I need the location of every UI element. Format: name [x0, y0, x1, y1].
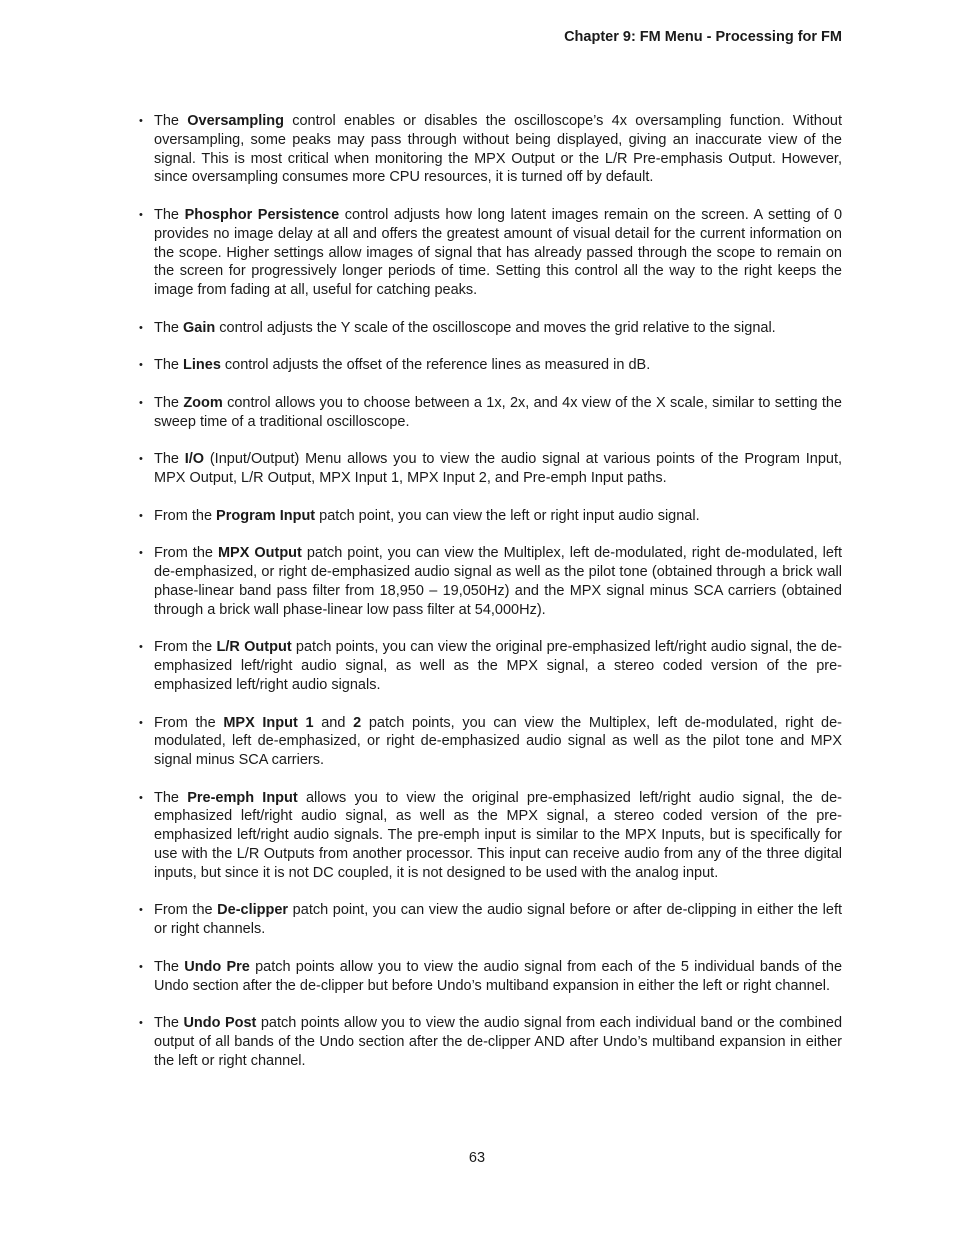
- item-prefix: From the: [154, 639, 217, 656]
- item-text: patch point, you can view the left or right input audio signal.: [315, 507, 700, 524]
- item-text: control allows you to choose between a 1x, 2x, and 4x view of the X scale, similar to setting the sweep time of a traditional oscilloscope.: [154, 394, 842, 430]
- item-text: patch points, you can view the Multiplex, left de-modulated, right de-modulated, left de-emphasized, or right de-emphasized audio signal as well as the pilot tone and MPX signal minus SCA carriers.: [154, 714, 842, 769]
- oscilloscope-controls-list: [138, 112, 842, 1089]
- item-term: MPX Input 1: [223, 714, 314, 731]
- item-term: Undo Pre: [184, 958, 250, 975]
- chapter-header: Chapter 9: FM Menu - Processing for FM: [564, 29, 842, 45]
- list-item: [138, 789, 842, 883]
- list-item: [138, 714, 842, 770]
- list-item: [138, 507, 842, 526]
- list-item: [138, 206, 842, 300]
- item-term: Lines: [183, 357, 221, 374]
- item-prefix: The: [154, 357, 184, 374]
- item-text: patch points allow you to view the audio signal from each of the 5 individual bands of the Undo section after the de-clipper but before Undo’s multiband expansion in either the left or right channel.: [154, 958, 843, 994]
- bullet-icon: •: [139, 716, 143, 729]
- item-term: MPX Output: [217, 545, 302, 562]
- list-item: [138, 638, 842, 694]
- list-item: [138, 112, 842, 187]
- item-prefix: The: [154, 958, 185, 975]
- item-term: Oversampling: [187, 113, 284, 129]
- item-term: De-clipper: [217, 902, 289, 919]
- item-text: control adjusts the offset of the reference lines as measured in dB.: [220, 357, 651, 374]
- item-term: I/O: [184, 451, 205, 468]
- list-item: [138, 450, 842, 488]
- bullet-icon: •: [139, 547, 143, 560]
- item-term: Pre-emph Input: [187, 789, 298, 806]
- bullet-icon: •: [139, 115, 143, 127]
- item-prefix: The: [154, 789, 188, 806]
- list-item: [138, 544, 842, 619]
- item-text: control adjusts the Y scale of the oscilloscope and moves the grid relative to the signal.: [215, 319, 776, 336]
- item-text: (Input/Output) Menu allows you to view the audio signal at various points of the Program Input, MPX Output, L/R Output, MPX Input 1, MPX Input 2, and Pre-emph Input paths.: [154, 451, 842, 487]
- list-item: [138, 1014, 842, 1070]
- item-prefix: The: [154, 206, 185, 223]
- item-prefix: From the: [154, 545, 218, 562]
- item-term-2: 2: [353, 714, 362, 731]
- list-item: [138, 319, 842, 338]
- bullet-icon: •: [139, 359, 143, 372]
- item-term: L/R Output: [216, 639, 292, 656]
- item-text: patch point, you can view the audio signal before or after de-clipping in either the left or right channels.: [154, 902, 842, 938]
- page-number: 63: [468, 1150, 486, 1166]
- list-item: [138, 394, 842, 432]
- bullet-icon: •: [139, 1017, 143, 1030]
- bullet-icon: •: [139, 509, 143, 522]
- item-prefix: The: [154, 451, 185, 468]
- bullet-icon: •: [139, 321, 143, 334]
- item-term: Undo Post: [183, 1015, 257, 1032]
- item-term: Program Input: [216, 507, 316, 524]
- bullet-icon: •: [139, 453, 143, 466]
- item-prefix: From the: [154, 902, 218, 919]
- list-item: [138, 958, 842, 996]
- item-text: control enables or disables the oscilloscope’s 4x oversampling function. Without oversampling, some peaks may pass through without being displayed, giving an inaccurate view of the signal. This is most critical when monitoring the MPX Output or the L/R Pre-emphasis Output. However, since oversampling consumes more CPU resources, it is turned off by default.: [154, 113, 842, 186]
- item-prefix: The: [154, 113, 188, 129]
- item-text: patch points allow you to view the audio signal from each individual band or the combined output of all bands of the Undo section after the de-clipper AND after Undo’s multiband expansion in either the left or right channel.: [154, 1015, 843, 1069]
- item-term: Phosphor Persistence: [184, 206, 340, 223]
- bullet-icon: •: [139, 641, 143, 654]
- item-text: allows you to view the original pre-emphasized left/right audio signal, the de-emphasized left/right audio signal, as well as the MPX signal, a stereo coded version of the pre-emphasized left/right audio signals. The pre-emph input is similar to the MPX Inputs, but is specifically for use with the L/R Outputs from another processor. This input can receive audio from any of the three digital inputs, but since it is not DC coupled, it is not designed to be used with the analog input.: [154, 789, 843, 881]
- item-text: patch point, you can view the Multiplex, left de-modulated, right de-modulated, left de-emphasized, or right de-emphasized audio signal as well as the pilot tone (obtained through a brick wall phase-linear band pass filter from 18,950 – 19,050Hz) and the MPX signal minus SCA carriers (obtained through a brick wall phase-linear low pass filter at 54,000Hz).: [154, 545, 842, 618]
- item-prefix: The: [154, 394, 184, 411]
- item-mid: and: [313, 714, 354, 731]
- item-prefix: From the: [154, 714, 224, 731]
- bullet-icon: •: [139, 904, 143, 917]
- list-item: [138, 901, 842, 939]
- item-term: Gain: [183, 319, 216, 336]
- bullet-icon: •: [139, 960, 143, 973]
- item-text: control adjusts how long latent images remain on the screen. A setting of 0 provides no image delay at all and offers the greatest amount of visual detail for the current information on the scope. Higher settings allow images of signal that has already passed through the scope to remain on the screen for progressively longer periods of time. Setting this control all the way to the right keeps the image from fading at all, useful for catching peaks.: [154, 206, 843, 299]
- bullet-icon: •: [139, 791, 143, 804]
- item-term: Zoom: [183, 394, 223, 411]
- item-text: patch points, you can view the original pre-emphasized left/right audio signal, the de-emphasized left/right audio signal, as well as the MPX signal, a stereo coded version of the pre-emphasized left/right audio signals.: [154, 639, 842, 693]
- item-prefix: The: [154, 319, 184, 336]
- bullet-icon: •: [139, 396, 143, 409]
- item-prefix: From the: [154, 507, 217, 524]
- item-prefix: The: [154, 1015, 184, 1032]
- bullet-icon: •: [139, 208, 143, 221]
- list-item: [138, 356, 842, 375]
